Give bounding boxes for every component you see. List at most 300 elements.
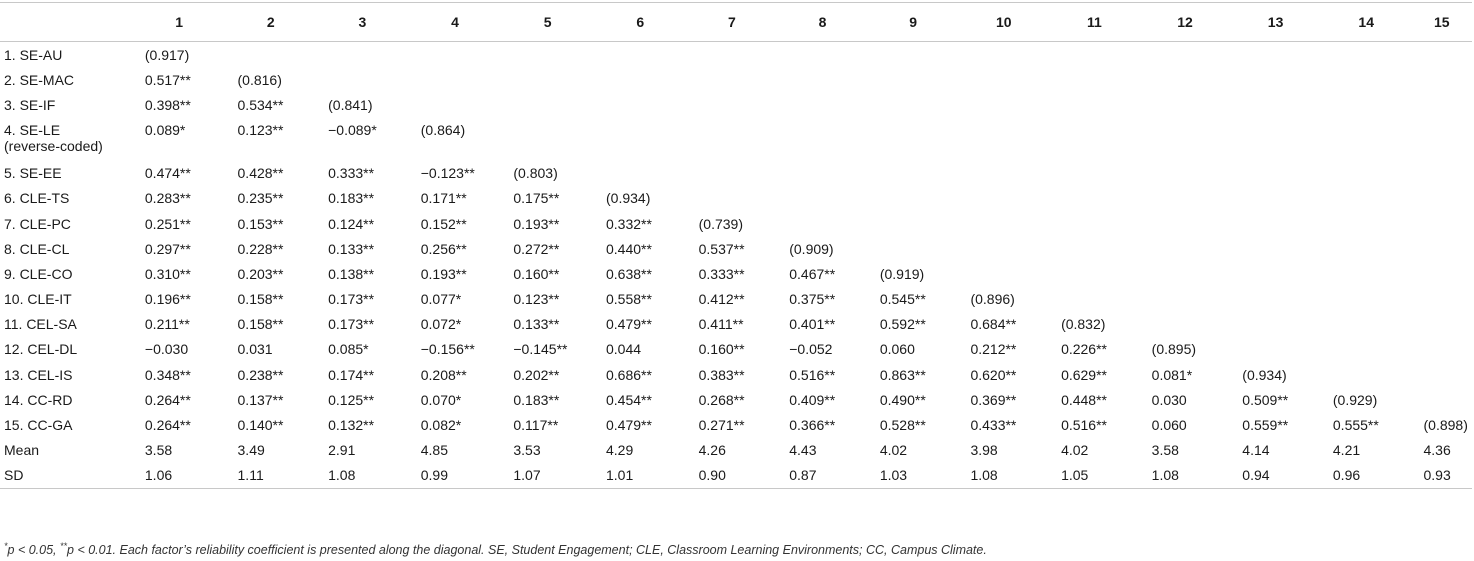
- table-cell: 0.158**: [237, 291, 284, 308]
- table-cell: [1412, 236, 1473, 261]
- table-cell: 0.440**: [606, 240, 652, 257]
- table-row: [0, 387, 1472, 412]
- table-cell: (0.832): [1061, 316, 1106, 333]
- table-cell: [1140, 118, 1231, 161]
- table-cell: 2.91: [328, 442, 356, 459]
- header-cell-2: 2: [226, 3, 317, 42]
- table-cell: 0.620**: [970, 366, 1017, 383]
- table-cell: [1321, 362, 1412, 387]
- table-cell: 0.684**: [970, 316, 1017, 333]
- table-cell: [501, 118, 594, 161]
- table-row: [0, 211, 1472, 236]
- table-body: [0, 42, 1472, 489]
- table-cell: [501, 67, 594, 92]
- table-cell: [1321, 92, 1412, 117]
- table-cell: 0.173**: [328, 316, 375, 333]
- table-cell: 0.196**: [144, 291, 191, 308]
- row-label-text: 10. CLE-IT: [4, 291, 72, 308]
- row-label: [0, 67, 133, 92]
- table-cell: 0.123**: [513, 291, 560, 308]
- table-cell: [687, 161, 778, 186]
- table-cell: [594, 118, 687, 161]
- header-cell-4: 4: [409, 3, 502, 42]
- table-cell: [594, 42, 687, 68]
- table-cell: 0.082*: [420, 417, 462, 434]
- table-cell: 4.14: [1242, 442, 1270, 459]
- table-row: [0, 186, 1472, 211]
- table-cell: 0.467**: [789, 265, 836, 282]
- row-label-text: 11. CEL-SA: [4, 316, 77, 333]
- table-cell: −0.156**: [420, 341, 475, 358]
- table-cell: 0.87: [777, 463, 868, 489]
- table-cell: 0.454**: [606, 391, 652, 408]
- table-cell: −0.145**: [513, 341, 568, 358]
- table-cell: 0.183**: [513, 391, 560, 408]
- table-cell: [868, 42, 959, 68]
- table-cell: 0.96: [1321, 463, 1412, 489]
- table-row: [0, 261, 1472, 286]
- table-cell: [1230, 186, 1321, 211]
- table-cell: [1049, 261, 1140, 286]
- footnote-text-2: p < 0.01. Each factor’s reliability coefficient is presented along the diagonal. SE, Student Engagement; CLE, Classroom Learning Environments; CC, Campus Climate.: [67, 543, 987, 558]
- table-cell: 4.02: [879, 442, 908, 459]
- table-cell: 0.123**: [237, 121, 284, 138]
- table-cell: [1140, 261, 1231, 286]
- table-cell: 0.235**: [237, 190, 284, 207]
- table-cell: 3.49: [237, 442, 265, 459]
- table-cell: [687, 186, 778, 211]
- table-cell: 1.08: [316, 463, 409, 489]
- table-cell: 0.90: [687, 463, 778, 489]
- table-cell: 0.140**: [237, 417, 284, 434]
- row-label: [0, 387, 133, 412]
- table-cell: 1.08: [1140, 463, 1231, 489]
- table-cell: [1230, 161, 1321, 186]
- row-label-text: 9. CLE-CO: [4, 265, 73, 282]
- footnote-marker-1: *: [4, 541, 8, 551]
- row-label-text: 13. CEL-IS: [4, 366, 73, 383]
- table-cell: 0.310**: [144, 265, 191, 282]
- table-cell: 0.516**: [1061, 417, 1107, 434]
- table-cell: 0.077*: [420, 291, 462, 308]
- row-label: [0, 211, 133, 236]
- table-cell: 1.01: [594, 463, 687, 489]
- table-cell: [958, 67, 1049, 92]
- table-cell: (0.816): [237, 71, 282, 88]
- table-cell: 4.21: [1332, 442, 1361, 459]
- table-cell: 4.26: [698, 442, 726, 459]
- table-row: [0, 118, 1472, 161]
- table-cell: 0.044: [606, 341, 642, 358]
- table-cell: 1.05: [1049, 463, 1140, 489]
- header-row: [0, 3, 1472, 42]
- table-cell: (0.739): [698, 215, 743, 232]
- table-cell: [958, 92, 1049, 117]
- table-cell: [501, 92, 594, 117]
- table-cell: 0.031: [237, 341, 273, 358]
- table-cell: [409, 92, 502, 117]
- table-cell: 0.153**: [237, 215, 284, 232]
- row-label-text: 3. SE-IF: [4, 96, 56, 113]
- table-cell: [1230, 118, 1321, 161]
- table-cell: 0.072*: [420, 316, 462, 333]
- table-cell: 3.98: [970, 442, 998, 459]
- table-cell: 0.559**: [1242, 417, 1289, 434]
- table-cell: [1140, 211, 1231, 236]
- table-cell: 0.125**: [328, 391, 375, 408]
- table-cell: 1.03: [868, 463, 959, 489]
- table-cell: 0.133**: [328, 240, 375, 257]
- row-label: [0, 337, 133, 362]
- table-cell: [1230, 92, 1321, 117]
- table-cell: 0.085*: [328, 341, 369, 358]
- row-label: [0, 362, 133, 387]
- table-cell: 0.264**: [144, 417, 191, 434]
- table-cell: (0.895): [1151, 341, 1197, 358]
- table-cell: [1321, 337, 1412, 362]
- table-cell: 0.366**: [789, 417, 836, 434]
- table-header: [0, 3, 1472, 42]
- table-cell: (0.896): [970, 291, 1015, 308]
- table-cell: [1321, 211, 1412, 236]
- table-cell: [1412, 261, 1473, 286]
- row-label-text: 8. CLE-CL: [4, 240, 70, 257]
- table-cell: [687, 67, 778, 92]
- row-label: [0, 42, 133, 68]
- table-cell: [868, 236, 959, 261]
- table-cell: [1321, 312, 1412, 337]
- table-cell: 0.124**: [328, 215, 375, 232]
- table-cell: [958, 161, 1049, 186]
- table-cell: 0.089*: [144, 121, 186, 138]
- table-cell: [1412, 161, 1473, 186]
- table-cell: [1412, 118, 1473, 161]
- table-cell: 0.383**: [698, 366, 745, 383]
- table-cell: 0.160**: [698, 341, 745, 358]
- table-cell: 0.226**: [1061, 341, 1107, 358]
- table-cell: 3.58: [144, 442, 173, 459]
- table-cell: 0.375**: [789, 291, 836, 308]
- table-cell: (0.841): [328, 96, 373, 113]
- header-cell-6: 6: [594, 3, 687, 42]
- table-cell: [1321, 161, 1412, 186]
- table-cell: [1321, 42, 1412, 68]
- table-cell: [1412, 287, 1473, 312]
- table-cell: 0.534**: [237, 96, 284, 113]
- table-cell: 0.509**: [1242, 391, 1289, 408]
- table-cell: (0.934): [606, 190, 651, 207]
- table-cell: [958, 211, 1049, 236]
- table-cell: 0.863**: [879, 366, 926, 383]
- table-cell: −0.030: [144, 341, 189, 358]
- table-cell: [1230, 337, 1321, 362]
- table-cell: 0.208**: [420, 366, 467, 383]
- table-cell: 0.479**: [606, 417, 652, 434]
- table-cell: 0.251**: [144, 215, 191, 232]
- header-cell-13: 13: [1230, 3, 1321, 42]
- header-cell-12: 12: [1140, 3, 1231, 42]
- table-cell: [1140, 92, 1231, 117]
- table-cell: (0.917): [144, 46, 190, 63]
- row-label-subtext: (reverse-coded): [4, 137, 103, 154]
- row-label-text: 1. SE-AU: [4, 46, 63, 63]
- table-cell: 0.228**: [237, 240, 284, 257]
- table-cell: [1049, 236, 1140, 261]
- table-cell: 0.173**: [328, 291, 375, 308]
- row-label: [0, 186, 133, 211]
- table-cell: 0.398**: [144, 96, 191, 113]
- table-cell: 0.117**: [513, 417, 559, 434]
- table-cell: 0.629**: [1061, 366, 1107, 383]
- table-cell: 0.171**: [420, 190, 467, 207]
- row-label-text: 15. CC-GA: [4, 417, 73, 434]
- table-cell: 0.238**: [237, 366, 284, 383]
- table-cell: 0.333**: [328, 165, 375, 182]
- table-cell: 0.271**: [698, 417, 745, 434]
- table-cell: (0.803): [513, 165, 558, 182]
- table-cell: 0.297**: [144, 240, 191, 257]
- table-cell: 0.211**: [144, 316, 190, 333]
- table-cell: 4.43: [789, 442, 817, 459]
- table-cell: [1321, 261, 1412, 286]
- table-cell: 0.158**: [237, 316, 284, 333]
- table-cell: [1321, 118, 1412, 161]
- table-cell: [1321, 67, 1412, 92]
- table-row: [0, 337, 1472, 362]
- table-cell: [958, 186, 1049, 211]
- table-cell: 0.94: [1230, 463, 1321, 489]
- table-cell: [1412, 67, 1473, 92]
- table-cell: 0.516**: [789, 366, 836, 383]
- table-cell: [594, 67, 687, 92]
- table-cell: [316, 67, 409, 92]
- table-cell: [409, 42, 502, 68]
- table-cell: [1412, 92, 1473, 117]
- table-cell: [1412, 387, 1473, 412]
- table-cell: 0.638**: [606, 265, 652, 282]
- row-label: [0, 438, 133, 463]
- table-cell: [1140, 287, 1231, 312]
- table-cell: [1412, 186, 1473, 211]
- table-cell: (0.919): [879, 265, 925, 282]
- table-cell: [868, 67, 959, 92]
- table-cell: 0.081*: [1151, 366, 1193, 383]
- row-label: [0, 463, 133, 489]
- table-row: [0, 236, 1472, 261]
- table-cell: 0.474**: [144, 165, 191, 182]
- table-cell: [868, 92, 959, 117]
- row-label-text: 2. SE-MAC: [4, 71, 75, 88]
- table-cell: 0.99: [409, 463, 502, 489]
- table-cell: 0.555**: [1332, 417, 1379, 434]
- table-cell: [958, 261, 1049, 286]
- table-cell: 0.448**: [1061, 391, 1107, 408]
- table-cell: [777, 42, 868, 68]
- table-cell: 0.558**: [606, 291, 652, 308]
- row-label: [0, 161, 133, 186]
- header-cell-14: 14: [1321, 3, 1412, 42]
- row-label: [0, 118, 133, 161]
- table-row: [0, 42, 1472, 68]
- table-cell: 0.174**: [328, 366, 375, 383]
- table-cell: 0.264**: [144, 391, 191, 408]
- table-cell: 0.433**: [970, 417, 1017, 434]
- table-cell: [687, 92, 778, 117]
- table-cell: 0.348**: [144, 366, 191, 383]
- table-cell: 0.592**: [879, 316, 926, 333]
- table-row: [0, 92, 1472, 117]
- table-cell: [958, 42, 1049, 68]
- table-row: [0, 412, 1472, 437]
- header-cell-label: [0, 3, 133, 42]
- table-cell: 0.256**: [420, 240, 467, 257]
- table-cell: [868, 118, 959, 161]
- table-cell: [1049, 287, 1140, 312]
- header-cell-7: 7: [687, 3, 778, 42]
- table-cell: 0.193**: [513, 215, 560, 232]
- table-cell: [958, 118, 1049, 161]
- table-cell: [777, 92, 868, 117]
- table-cell: [1321, 186, 1412, 211]
- footnote-text-1: p < 0.05,: [7, 543, 60, 558]
- row-label: [0, 312, 133, 337]
- table-cell: 3.58: [1151, 442, 1179, 459]
- table-cell: (0.909): [789, 240, 834, 257]
- table-cell: [1412, 211, 1473, 236]
- table-cell: [1230, 236, 1321, 261]
- table-cell: 0.152**: [420, 215, 467, 232]
- table-cell: [1049, 161, 1140, 186]
- table-cell: 0.411**: [698, 316, 744, 333]
- table-cell: 0.160**: [513, 265, 560, 282]
- table-cell: [594, 92, 687, 117]
- table-cell: 0.137**: [237, 391, 284, 408]
- table-cell: 0.175**: [513, 190, 560, 207]
- table-cell: [1049, 67, 1140, 92]
- table-cell: [1049, 42, 1140, 68]
- table-cell: 0.070*: [420, 391, 462, 408]
- table-cell: 0.401**: [789, 316, 836, 333]
- table-cell: 0.060: [1151, 417, 1187, 434]
- table-cell: 0.272**: [513, 240, 560, 257]
- header-cell-11: 11: [1049, 3, 1140, 42]
- table-cell: [868, 211, 959, 236]
- row-label: [0, 412, 133, 437]
- correlation-table: [0, 2, 1472, 489]
- table-cell: [1049, 211, 1140, 236]
- table-cell: [1140, 186, 1231, 211]
- table-cell: [777, 67, 868, 92]
- table-cell: [687, 42, 778, 68]
- table-cell: [1140, 161, 1231, 186]
- table-cell: [1412, 337, 1473, 362]
- table-cell: [594, 161, 687, 186]
- row-label: [0, 92, 133, 117]
- table-cell: −0.089*: [328, 121, 377, 138]
- table-cell: [1412, 42, 1473, 68]
- table-cell: 3.53: [513, 442, 541, 459]
- header-cell-3: 3: [316, 3, 409, 42]
- table-cell: [1049, 186, 1140, 211]
- table-cell: [1140, 42, 1231, 68]
- table-cell: [316, 42, 409, 68]
- table-cell: 0.183**: [328, 190, 375, 207]
- table-cell: [687, 118, 778, 161]
- table-cell: [868, 161, 959, 186]
- table-cell: [409, 67, 502, 92]
- table-cell: 0.202**: [513, 366, 560, 383]
- table-cell: −0.123**: [420, 165, 475, 182]
- table-cell: 0.132**: [328, 417, 375, 434]
- table-cell: 0.283**: [144, 190, 191, 207]
- table-cell: 0.333**: [698, 265, 745, 282]
- table-cell: 0.332**: [606, 215, 652, 232]
- table-row: [0, 287, 1472, 312]
- table-cell: 0.93: [1412, 463, 1473, 489]
- table-cell: 0.138**: [328, 265, 375, 282]
- row-label-text: 12. CEL-DL: [4, 341, 78, 358]
- table-cell: [868, 186, 959, 211]
- table-cell: 0.686**: [606, 366, 652, 383]
- table-cell: 4.29: [606, 442, 634, 459]
- table-cell: 0.268**: [698, 391, 745, 408]
- table-cell: 0.545**: [879, 291, 926, 308]
- table-cell: [1412, 312, 1473, 337]
- table-cell: 0.490**: [879, 391, 926, 408]
- table-cell: 4.85: [420, 442, 448, 459]
- table-cell: [1140, 67, 1231, 92]
- table-cell: 0.528**: [879, 417, 926, 434]
- header-cell-10: 10: [958, 3, 1049, 42]
- table-cell: [1321, 287, 1412, 312]
- table-cell: [777, 161, 868, 186]
- table-cell: 1.11: [226, 463, 317, 489]
- table-cell: 4.36: [1423, 442, 1451, 459]
- table-cell: [1230, 287, 1321, 312]
- table-cell: (0.898): [1423, 417, 1468, 434]
- row-label-text: 7. CLE-PC: [4, 215, 71, 232]
- table-cell: 0.428**: [237, 165, 284, 182]
- table-cell: [1049, 118, 1140, 161]
- table-cell: 0.193**: [420, 265, 467, 282]
- table-cell: 0.133**: [513, 316, 560, 333]
- row-label-text: 5. SE-EE: [4, 165, 62, 182]
- header-cell-15: 15: [1412, 3, 1473, 42]
- table-cell: (0.934): [1242, 366, 1287, 383]
- header-cell-5: 5: [501, 3, 594, 42]
- table-cell: [1321, 236, 1412, 261]
- table-cell: 0.537**: [698, 240, 745, 257]
- table-cell: [777, 186, 868, 211]
- table-cell: 1.07: [501, 463, 594, 489]
- table-cell: 4.02: [1061, 442, 1089, 459]
- table-row: [0, 438, 1472, 463]
- table-cell: 0.212**: [970, 341, 1017, 358]
- row-label-text: SD: [4, 467, 24, 484]
- table-row: [0, 312, 1472, 337]
- table-cell: 0.030: [1151, 391, 1187, 408]
- table-cell: [1230, 312, 1321, 337]
- table-row: [0, 161, 1472, 186]
- header-cell-8: 8: [777, 3, 868, 42]
- table-cell: [1230, 211, 1321, 236]
- table-cell: 0.060: [879, 341, 915, 358]
- table-cell: 1.08: [958, 463, 1049, 489]
- table-row: [0, 362, 1472, 387]
- header-cell-1: 1: [133, 3, 226, 42]
- table-cell: −0.052: [789, 341, 833, 358]
- table-cell: [1230, 42, 1321, 68]
